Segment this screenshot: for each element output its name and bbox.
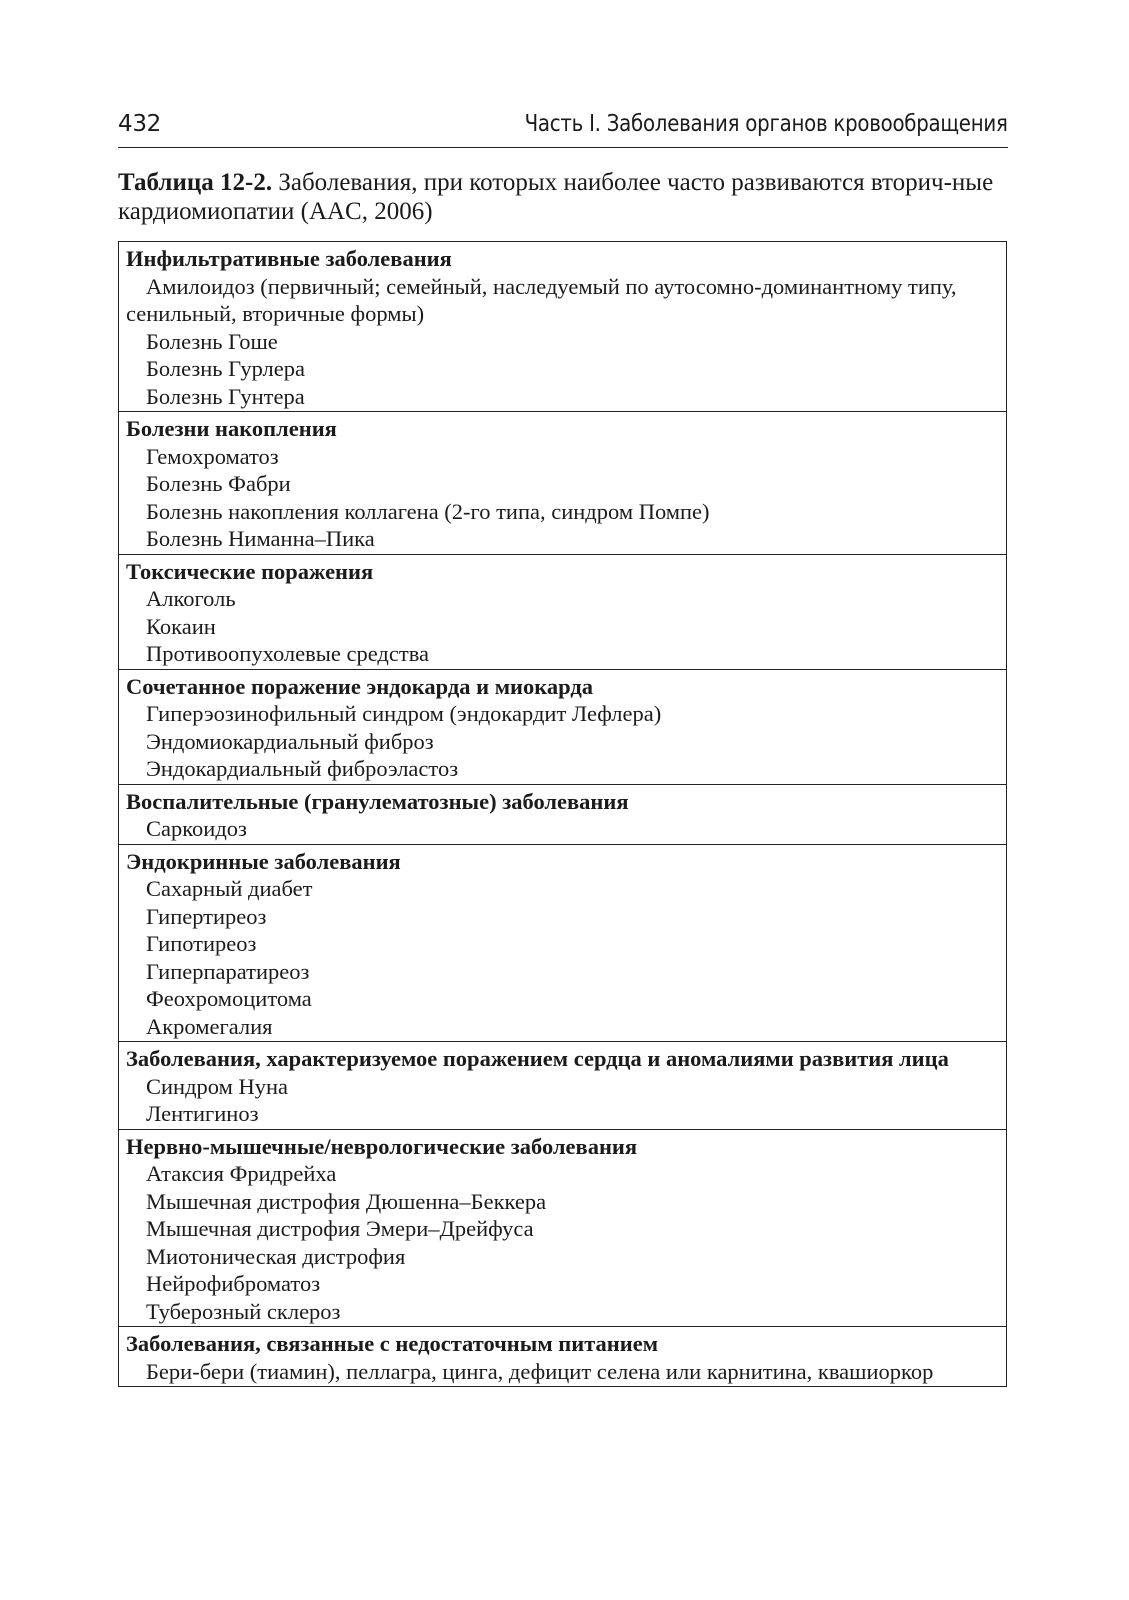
- section-item: Болезнь Гоше: [146, 328, 278, 354]
- section-item: Эндомиокардиальный фиброз: [146, 728, 434, 754]
- section-item: Сахарный диабет: [146, 876, 313, 901]
- section-item: Акромегалия: [146, 1013, 273, 1039]
- section-item: Синдром Нуна: [146, 1073, 288, 1099]
- section-item: Гипотиреоз: [146, 931, 257, 956]
- section-title: Заболевания, характеризуемое поражением сердца и аномалиями развития лица: [126, 1046, 949, 1071]
- section-item: Лентигиноз: [146, 1101, 259, 1126]
- section-item: Гиперэозинофильный синдром (эндокардит Лефлера): [146, 701, 662, 726]
- table-section: [119, 411, 1006, 554]
- section-item: Гемохроматоз: [146, 443, 279, 469]
- section-item: Кокаин: [146, 613, 216, 639]
- section-title: Инфильтративные заболевания: [126, 246, 452, 271]
- table-caption-label: Таблица 12-2.: [118, 169, 273, 196]
- page-number: 432: [118, 111, 161, 137]
- section-item: Мышечная дистрофия Дюшенна–Беккера: [146, 1188, 547, 1214]
- section-title: Воспалительные (гранулематозные) заболевания: [126, 788, 629, 814]
- section-item: Болезнь Ниманна–Пика: [146, 526, 375, 551]
- section-title: Нервно-мышечные/неврологические заболевания: [126, 1133, 638, 1159]
- section-item: Алкоголь: [146, 586, 236, 611]
- diseases-table: [118, 241, 1007, 1387]
- table-caption: [118, 168, 1013, 226]
- section-item: Эндокардиальный фиброэластоз: [146, 756, 459, 781]
- section-item: Противоопухолевые средства: [146, 641, 430, 666]
- section-title: Эндокринные заболевания: [126, 848, 401, 874]
- section-title: Болезни накопления: [126, 416, 337, 441]
- table-section: [119, 1326, 1006, 1386]
- section-item: Нейрофиброматоз: [146, 1271, 321, 1296]
- section-item: Бери-бери (тиамин), пеллагра, цинга, дефицит селена или карнитина, квашиоркор: [146, 1358, 934, 1384]
- section-title: Заболевания, связанные с недостаточным питанием: [126, 1331, 659, 1356]
- section-item: Болезнь Фабри: [146, 471, 291, 496]
- section-item: Болезнь Гурлера: [146, 356, 305, 381]
- page-header: [118, 109, 1008, 148]
- table-section: [119, 554, 1006, 669]
- section-item: Болезнь Гунтера: [146, 383, 305, 409]
- table-section: [119, 1129, 1006, 1327]
- section-item: Гипертиреоз: [146, 903, 267, 929]
- section-item: Миотоническая дистрофия: [146, 1243, 406, 1269]
- section-item: Туберозный склероз: [146, 1298, 341, 1324]
- table-caption-text: Заболевания, при которых наиболее часто развиваются вторич-ные кардиомиопатии (AAC, 2006): [118, 169, 994, 225]
- section-item: Атаксия Фридрейха: [146, 1161, 337, 1186]
- table-section: [119, 669, 1006, 784]
- section-item: Саркоидоз: [146, 816, 247, 841]
- table-section: [119, 242, 1006, 411]
- section-item: Мышечная дистрофия Эмери–Дрейфуса: [146, 1216, 534, 1241]
- section-item: Феохромоцитома: [146, 986, 312, 1011]
- table-section: [119, 784, 1006, 844]
- table-section: [119, 844, 1006, 1042]
- section-title: Токсические поражения: [126, 558, 374, 584]
- section-item: Гиперпаратиреоз: [146, 958, 310, 984]
- running-title: Часть I. Заболевания органов кровообращения: [525, 111, 1008, 137]
- section-item: Амилоидоз (первичный; семейный, наследуемый по аутосомно-доминантному типу, сенильный, вторичные формы): [126, 273, 957, 326]
- section-title: Сочетанное поражение эндокарда и миокарда: [126, 673, 593, 699]
- section-item: Болезнь накопления коллагена (2-го типа, синдром Помпе): [146, 498, 710, 524]
- table-section: [119, 1041, 1006, 1129]
